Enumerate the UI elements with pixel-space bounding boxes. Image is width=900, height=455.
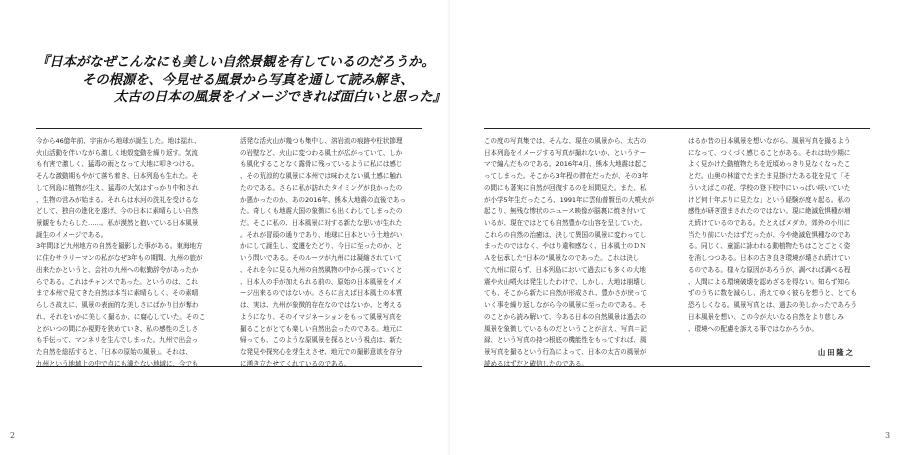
text-line: か悪かったのか、あの2016年、熊本大地震の直後であっ bbox=[240, 195, 406, 204]
text-line: 誕生のイメージである。 bbox=[36, 230, 108, 239]
text-line: いう問いである。そのルーツが九州には凝縮されていて bbox=[240, 254, 403, 263]
text-line: た自然を総括すると、「日本の原始の風景」。それは、 bbox=[36, 347, 192, 356]
text-line: る。同じく、童謡に詠われる動植物たちはことごとく姿 bbox=[688, 242, 851, 251]
text-line: のことから読み解いて、今ある日本の自然風景は過去の bbox=[484, 312, 647, 321]
body-column-right-1 bbox=[484, 136, 666, 370]
text-line: 、その荒涼的な風景に本州では味わえない風土感に触れ bbox=[240, 172, 403, 181]
text-line: らしさ故えに、風景の表面的な美しさにばかり目が奪わ bbox=[36, 301, 199, 310]
body-column-left-2 bbox=[240, 136, 422, 370]
text-line: して列島に植物が生え、猛毒の大気はすっかり中和され bbox=[36, 183, 199, 192]
top-rule bbox=[484, 128, 870, 129]
text-line: も手伝って、マンネリを生んでしまった。九州で出会っ bbox=[36, 336, 199, 345]
text-line: に住むサラリーマンの私がなぜ3年もの期間、九州の旅が bbox=[36, 254, 203, 263]
text-line: そんな激動期もやがて落ち着き、日本列島も生れた。そ bbox=[36, 172, 199, 181]
text-line: かにして誕生し、変遷をたどり、今日に至ったのか、と bbox=[240, 242, 403, 251]
text-line: の間にも著実に自然が回復するのを垣間見た。また、私 bbox=[484, 183, 647, 192]
text-line: て九州に限らず、日本列島において過去にも多くの大地 bbox=[484, 265, 646, 274]
text-line: 景観をもたらした……。私が漠然と抱いている日本風景 bbox=[36, 219, 199, 228]
headline-line: 太古の日本の風景をイメージできれば面白いと思った』 bbox=[114, 90, 446, 106]
text-line: え続けているのである。たとえばメダカ。郊外の小川に bbox=[688, 219, 851, 228]
text-line: 3年間ほど九州地方の自然を撮影した事がある。東海地方 bbox=[36, 242, 203, 251]
text-line: 帰っても、このような原風景を探るという視点は、新た bbox=[240, 336, 403, 345]
text-line: れ、それをいかに美しく撮るか、に腐心していた。そのこ bbox=[36, 312, 206, 321]
text-line: よく見かけた動植物たちを近頃めっきり見なくなったこ bbox=[688, 160, 851, 169]
text-line: な発見や探究心を芽生えさせ、地元での撮影意欲を存分 bbox=[240, 347, 403, 356]
text-line: 、人間による環境破壊を認めざるを得ない。知らず知ら bbox=[688, 277, 851, 286]
text-line: まったのではなく、やはり違和感なく、日本風土のＤＮ bbox=[484, 242, 647, 251]
text-line: 録、という写真の持つ根底の機能性をもってすれば、風 bbox=[484, 336, 647, 345]
text-line: も風化することなく露骨に残っているように私には感じ bbox=[240, 160, 403, 169]
text-line: マで編んだものである。2016年4月、熊本大地震は起こ bbox=[484, 160, 648, 169]
text-line: 。それが冒頭の通りであり、地球に日本という土地がい bbox=[240, 230, 403, 239]
bottom-rule bbox=[484, 366, 870, 367]
text-line: とがいつの間にか視野を狭めていき、私の感性の乏しさ bbox=[36, 324, 199, 333]
text-line: まで本州で見てきた自然は本当に素晴らしく、その素晴 bbox=[36, 289, 199, 298]
text-line: を消しつつある。日本の古き良き環境が壊され続けてい bbox=[688, 254, 851, 263]
body-column-left-1 bbox=[36, 136, 218, 370]
text-line: の岩壁など、火山に変つわる風土が広がっていて、しか bbox=[240, 148, 403, 157]
text-line: Ａを伝承した"日本の"風景なのであった。これは決し bbox=[484, 254, 640, 263]
text-line: に湧き立たせてくれているのである。 bbox=[240, 359, 351, 368]
bottom-rule bbox=[36, 366, 422, 367]
text-line: 撮ることがとても楽しい自然出会ったのである。地元に bbox=[240, 324, 403, 333]
text-line: ージ出来るのではないか。さらに言えば日本風土の本質 bbox=[240, 289, 403, 298]
text-line: 日本列島をイメージする写真が撮れないか、というテー bbox=[484, 148, 647, 157]
text-line: ういえばこの花、学校の登下校中にいっぱい咲いていた bbox=[688, 183, 851, 192]
text-line: 、環境への配慮を訴える事ではなかろうか。 bbox=[688, 324, 818, 333]
text-line: が小学5年生だったころ、1991年に雲仙普賢岳の大噴火が bbox=[484, 195, 655, 204]
top-rule bbox=[36, 128, 422, 129]
text-line: だ。そこに私の、日本風景に対する新たな思いが生れた bbox=[240, 219, 403, 228]
text-line: どして、独自の進化を遂げ、今の日本に素晴らしい自然 bbox=[36, 207, 199, 216]
text-line: ってしまった。そこから3年程の滞在だったが、その3年 bbox=[484, 172, 649, 181]
page-number-left: 2 bbox=[10, 431, 16, 440]
text-line: 起こり、無残な惨状のニュース映像が脳裏に焼き付いて bbox=[484, 207, 647, 216]
text-line: いるが、現在ではとても自然豊かな山容を呈していた。 bbox=[484, 219, 647, 228]
text-line: この度の写真集では、そんな、現在の風景から、太古の bbox=[484, 137, 647, 145]
text-line: らである。これはチャンスであった。というのは、これ bbox=[36, 277, 198, 286]
text-line: 日本風景を想い、この今が大いなる自然をより慈しみ bbox=[688, 312, 844, 321]
text-line: 、日本人の手が加えられる前の、原始の日本風景をイメ bbox=[240, 277, 403, 286]
text-line: 震や火山噴火は発生したわけで、しかし、大地は崩壊し bbox=[484, 277, 647, 286]
headline-line: 『日本がなぜこんなにも美しい自然景観を有しているのだろうか。 bbox=[36, 55, 435, 70]
text-line: とだ。山奥の林道でたまたま見掛けたある花を見て「そ bbox=[688, 172, 851, 181]
text-line: 今から46億年前、宇宙から地球が誕生した。地は揺れ、 bbox=[36, 137, 201, 145]
text-line: 火山活動を伴いながら激しく地殻変動を繰り返す。気流 bbox=[36, 148, 198, 157]
text-line: 風景を象徴しているものだということが言え、写真＝記 bbox=[484, 324, 647, 333]
text-line: も有害で激しく、猛毒の雨となって大地に叩きつける。 bbox=[36, 160, 199, 169]
author-name: 山田隆之 bbox=[818, 348, 855, 357]
text-line: は、実は、九州が象徴的存在なのではないか、と考える bbox=[240, 301, 403, 310]
text-line: るのである。様々な原因があろうが、調べれば調べる程 bbox=[688, 265, 851, 274]
text-line: になって、つくづく感じることがある。それは幼少期に bbox=[688, 148, 851, 157]
text-line: 活発な活火山が幾つも集中し、溶岩流の痕跡や柱状節理 bbox=[240, 137, 403, 145]
text-line: 読めるはずだと確信したのである。 bbox=[484, 359, 588, 368]
headline bbox=[36, 54, 446, 107]
body-column-right-2 bbox=[688, 136, 870, 335]
text-line: 当たり前にいたはずだったが、今や絶滅危惧種なのであ bbox=[688, 230, 851, 239]
page-number-right: 3 bbox=[885, 431, 891, 440]
text-line: たのである。さらに私が訪れたタイミングが良かったの bbox=[240, 183, 403, 192]
text-line: いく事を繰り返しながら今の風景に至ったのである。そ bbox=[484, 301, 647, 310]
text-line: た。奇しくも地震大国の象徴にも出くわしてしまったの bbox=[240, 207, 403, 216]
text-line: ても、そこから新たに自然が形成され、豊かさが戻って bbox=[484, 289, 647, 298]
text-line: 感性が研ぎ澄まされたのではない。現に絶滅危惧種が増 bbox=[688, 207, 851, 216]
text-line: はるか昔の日本風景を想いながら、風景写真を撮るよう bbox=[688, 137, 851, 145]
text-line: けど何十年ぶりに見たな」という経験が度々起る。私の bbox=[688, 195, 851, 204]
text-line: これらの自然の治癒は、決して異国の風景に変わってし bbox=[484, 230, 647, 239]
text-line: ようになり、そのイマジネーションをもって風景写真を bbox=[240, 312, 402, 321]
text-line: 恐ろしくなる。風景写真とは、過去の美しかったであろう bbox=[688, 301, 857, 310]
text-line: ずのうちに数を減らし、消えてゆく彼らを想うと、とても bbox=[688, 289, 857, 298]
text-line: 九州という地域上の中で点にも満たない地域に、今でも bbox=[36, 359, 199, 368]
text-line: 出来たかというと、会社の九州への転勤辞令があったか bbox=[36, 265, 199, 274]
text-line: 、それを今に見る九州の自然風物の中から探っていくと bbox=[240, 265, 403, 274]
headline-line: その根源を、今見せる風景から写真を通して読み解き、 bbox=[82, 72, 414, 88]
text-line: 景写真を撮るという行為によって、日本の太古の風景が bbox=[484, 347, 647, 356]
text-line: 、生物の営みが始まる。それらは水河の洗礼を受けるな bbox=[36, 195, 199, 204]
